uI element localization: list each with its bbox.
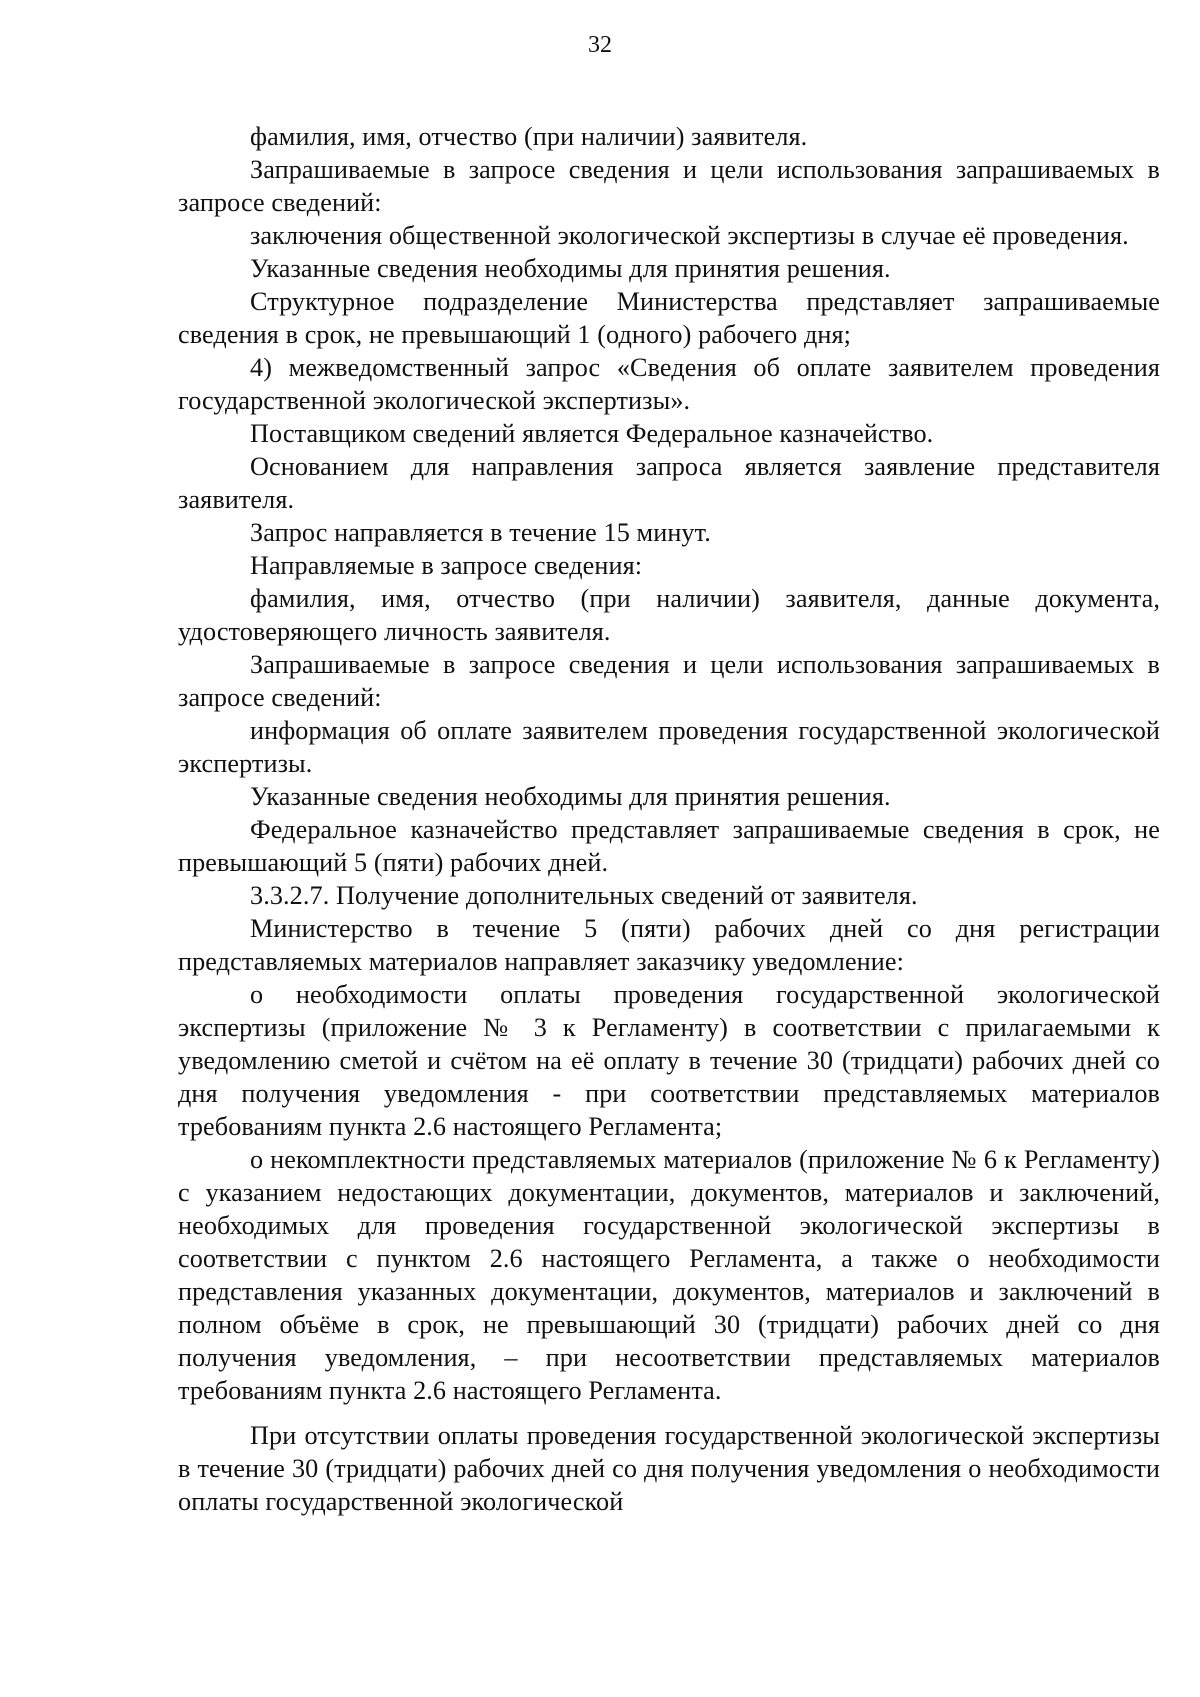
paragraph: Направляемые в запросе сведения: (250, 551, 643, 580)
paragraph: 4) межведомственный запрос «Сведения об оплате заявителем проведения государственной экологической экспертизы». (178, 353, 1160, 415)
paragraph: Запрос направляется в течение 15 минут. (250, 518, 711, 547)
paragraph: Запрашиваемые в запросе сведения и цели использования запрашиваемых в запросе сведений: (178, 155, 1160, 217)
paragraph: заключения общественной экологической экспертизы в случае её проведения. (250, 221, 1129, 250)
paragraph: Запрашиваемые в запросе сведения и цели использования запрашиваемых в запросе сведений: (178, 650, 1160, 712)
paragraph: При отсутствии оплаты проведения государственной экологической экспертизы в течение 30 (тридцати) рабочих дней со дня получения уведомления о необходимости оплаты государственной экологической (178, 1421, 1160, 1516)
paragraph: фамилия, имя, отчество (при наличии) заявителя. (250, 122, 808, 151)
paragraph: о необходимости оплаты проведения государственной экологической экспертизы (приложение № 3 к Регламенту) в соответствии с прилагаемыми к уведомлению сметой и счётом на её оплату в течение 30 (тридцати) рабочих дней со дня получения уведомления - при соответствии представляемых материалов требованиям пункта 2.6 настоящего Регламента; (178, 980, 1160, 1141)
paragraph: Федеральное казначейство представляет запрашиваемые сведения в срок, не превышающий 5 (пяти) рабочих дней. (178, 815, 1160, 877)
paragraph: Министерство в течение 5 (пяти) рабочих дней со дня регистрации представляемых материалов направляет заказчику уведомление: (178, 914, 1160, 976)
section-heading: 3.3.2.7. Получение дополнительных сведений от заявителя. (250, 881, 918, 910)
paragraph: о некомплектности представляемых материалов (приложение № 6 к Регламенту) с указанием недостающих документации, документов, материалов и заключений, необходимых для проведения государственной экологической экспертизы в соответствии с пунктом 2.6 настоящего Регламента, а также о необходимости представления указанных документации, документов, материалов и заключений в полном объёме в срок, не превышающий 30 (тридцати) рабочих дней со дня получения уведомления, – при несоответствии представляемых материалов требованиям пункта 2.6 настоящего Регламента. (178, 1145, 1160, 1405)
paragraph: информация об оплате заявителем проведения государственной экологической экспертизы. (178, 716, 1160, 778)
paragraph: Структурное подразделение Министерства представляет запрашиваемые сведения в срок, не превышающий 1 (одного) рабочего дня; (178, 287, 1160, 349)
paragraph: Основанием для направления запроса является заявление представителя заявителя. (178, 452, 1160, 514)
paragraph: фамилия, имя, отчество (при наличии) заявителя, данные документа, удостоверяющего личность заявителя. (178, 584, 1160, 646)
body-text (178, 120, 1160, 1518)
paragraph: Указанные сведения необходимы для принятия решения. (250, 254, 891, 283)
paragraph: Поставщиком сведений является Федеральное казначейство. (250, 419, 934, 448)
paragraph: Указанные сведения необходимы для принятия решения. (250, 782, 891, 811)
page-number: 32 (588, 32, 612, 58)
